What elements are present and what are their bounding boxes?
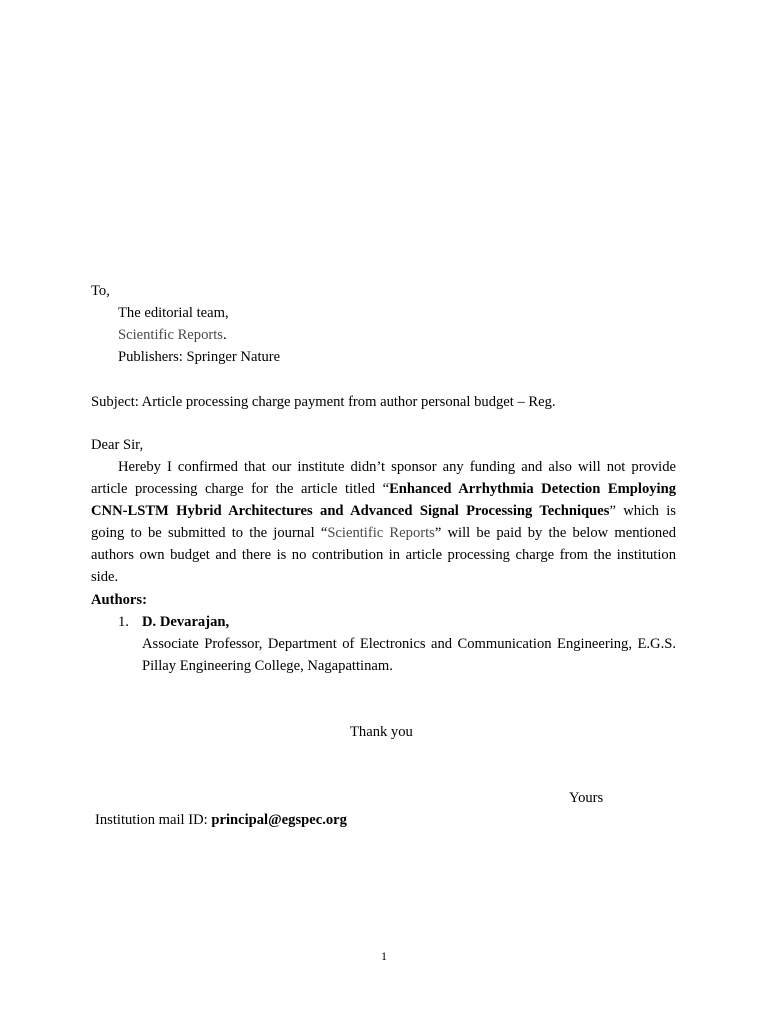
- salutation-to: To,: [91, 283, 110, 299]
- author-affiliation: Associate Professor, Department of Electronics and Communication Engineering, E.G.S. Pillay Engineering College, Nagapattinam.: [142, 636, 676, 674]
- author-name: D. Devarajan,: [142, 614, 230, 630]
- page-number: 1: [381, 949, 387, 963]
- mail-address: principal@egspec.org: [211, 812, 347, 828]
- thanks-line: Thank you: [350, 724, 413, 740]
- author-number: 1.: [118, 614, 129, 630]
- body-text-3: ” will be paid by the below mentioned authors own budget and there is no contribution in article processing charge from the institution side.: [91, 525, 676, 585]
- mail-label: Institution mail ID:: [95, 812, 212, 828]
- body-journal-name: Scientific Reports: [327, 525, 435, 541]
- recipient-publisher: Publishers: Springer Nature: [118, 349, 281, 365]
- journal-name: Scientific Reports: [118, 327, 223, 343]
- recipient-journal-line: [118, 324, 227, 346]
- institution-mail-line: [95, 809, 347, 831]
- body-paragraph: [91, 456, 676, 588]
- body-text-2: ” which is going to be submitted to the journal “: [91, 503, 676, 541]
- recipient-line: The editorial team,: [118, 305, 229, 321]
- journal-suffix: .: [222, 327, 227, 343]
- closing-line: Yours: [569, 790, 604, 806]
- greeting: Dear Sir,: [91, 437, 144, 453]
- article-title: Enhanced Arrhythmia Detection Employing CNN-LSTM Hybrid Architectures and Advanced Signal Processing Techniques: [91, 481, 677, 519]
- authors-heading: Authors:: [91, 592, 147, 608]
- body-text-1: Hereby I confirmed that our institute didn’t sponsor any funding and also will not provide article processing charge for the article titled “: [91, 459, 676, 497]
- subject-line: Subject: Article processing charge payment from author personal budget – Reg.: [91, 394, 556, 410]
